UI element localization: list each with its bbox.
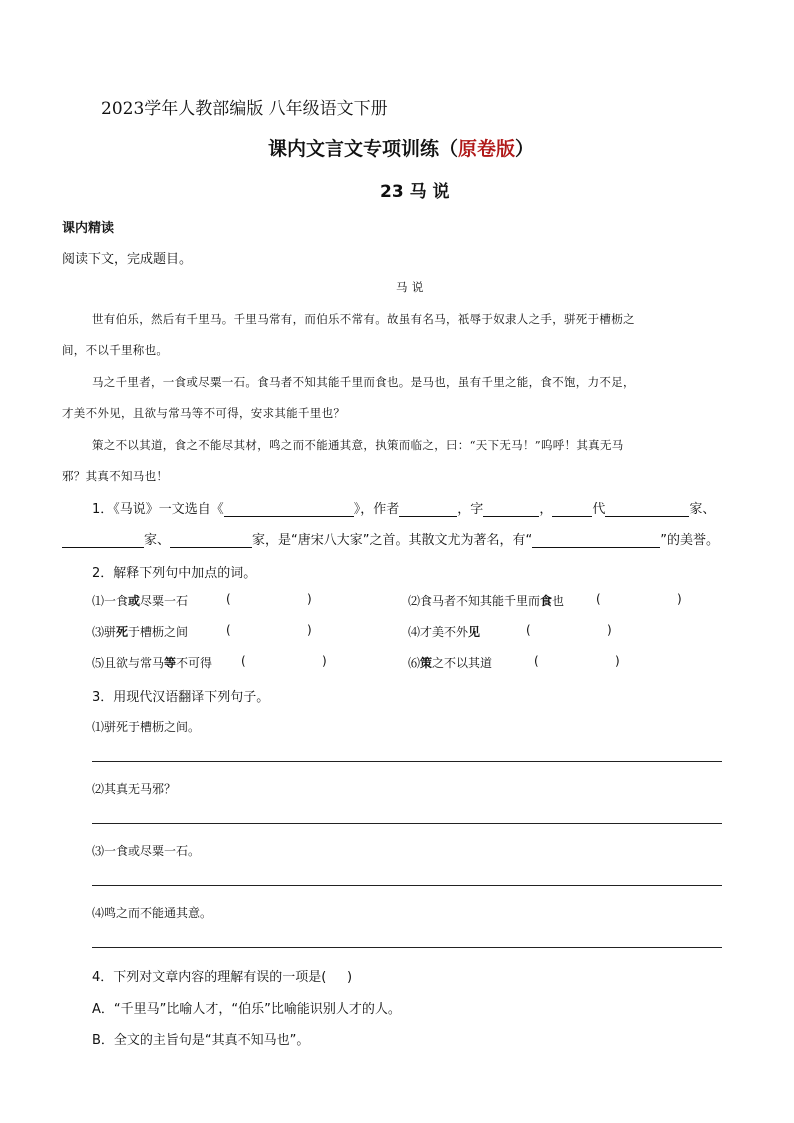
q1-blank-identity-2[interactable] [62,533,144,548]
q3-item: ⑷鸣之而不能通其意。 [92,906,213,920]
main-title-edition: 原卷版 [458,138,516,160]
q2-answer-paren[interactable] [226,592,312,606]
question-1-line-1 [92,498,715,517]
q1-blank-identity-1[interactable] [605,502,689,517]
passage-line: 世有伯乐，然后有千里马。千里马常有，而伯乐不常有。故虽有名马，祇辱于奴隶人之手，骈死于槽枥之 [92,312,635,326]
q2-paren[interactable]: ( ) [241,654,327,668]
question-2-title: 2．解释下列句中加点的词。 [92,566,257,581]
q2-paren[interactable]: ( ) [526,623,612,637]
q2-answer-paren[interactable] [534,654,620,668]
q2-item-text: ⑸且欲与常马 [92,656,165,670]
q1-blank-dynasty[interactable] [552,502,592,517]
q3-item: ⑶一食或尽粟一石。 [92,844,201,858]
q1-text: 代 [592,502,606,517]
q2-item [408,654,492,671]
q2-answer-paren[interactable] [241,654,327,668]
q2-paren[interactable]: ( ) [226,623,312,637]
passage-line: 马之千里者，一食或尽粟一石。食马者不知其能千里而食也。是马也，虽有千里之能，食不饱，力不足， [92,375,635,389]
main-title-prefix: 课内文言文专项训练（ [268,138,459,160]
q1-text: ”的美誉。 [660,533,719,548]
main-title-suffix: ） [515,138,535,160]
q2-answer-paren[interactable] [596,592,682,606]
passage-line: 邪？其真不知马也！ [62,469,169,483]
q4-option-b[interactable]: B．全文的主旨句是“其真不知马也”。 [92,1033,310,1048]
q2-item-text: 不可得 [176,656,213,670]
section-instruction: 阅读下文，完成题目。 [62,252,193,267]
q2-item [92,592,188,609]
passage-line: 策之不以其道，食之不能尽其材，鸣之而不能通其意，执策而临之，曰：“天下无马！”呜呼！其真无马 [92,438,624,452]
q2-dotted-word: 死 [116,625,129,639]
passage-line: 间，不以千里称也。 [62,343,169,357]
question-1-line-2 [62,529,719,548]
main-title [268,134,534,161]
q1-text: 》，作者 [353,502,400,517]
q2-item-text: ⑴一食 [92,594,129,608]
q1-text: 家、 [144,533,171,548]
passage-title: 马 说 [396,280,424,294]
q2-item-text: ⑶骈 [92,625,117,639]
q2-answer-paren[interactable] [526,623,612,637]
q2-item-text: ⑹ [408,656,421,670]
question-3-title: 3．用现代汉语翻译下列句子。 [92,690,270,705]
q2-paren[interactable]: ( ) [596,592,682,606]
q2-paren[interactable]: ( ) [226,592,312,606]
q2-item-text: 也 [552,594,565,608]
question-4-title: 4．下列对文章内容的理解有误的一项是( ) [92,970,353,985]
q2-item-text: 尽粟一石 [140,594,189,608]
q2-dotted-word: 策 [420,656,433,670]
section-label: 课内精读 [62,221,115,236]
q2-dotted-word: 食 [540,594,553,608]
q2-item [92,654,212,671]
q2-item-text: 之不以其道 [432,656,493,670]
series-title: 2023学年人教部编版 八年级语文下册 [101,99,388,119]
q4-option-a[interactable]: A．“千里马”比喻人才，“伯乐”比喻能识别人才的人。 [92,1002,401,1017]
q3-answer-line[interactable] [92,947,722,948]
q2-item-text: 于槽枥之间 [128,625,189,639]
q2-item [408,623,480,640]
q2-dotted-word: 等 [164,656,177,670]
q3-item: ⑵其真无马邪？ [92,782,177,796]
q3-answer-line[interactable] [92,885,722,886]
q1-blank-identity-3[interactable] [170,533,252,548]
q2-answer-paren[interactable] [226,623,312,637]
q2-paren[interactable]: ( ) [534,654,620,668]
q3-answer-line[interactable] [92,823,722,824]
q2-dotted-word: 或 [128,594,141,608]
q1-blank-book[interactable] [224,502,354,517]
q2-item-text: ⑷才美不外 [408,625,469,639]
q3-item: ⑴骈死于槽枥之间。 [92,720,201,734]
lesson-title: 23 马 说 [380,182,450,202]
passage-line: 才美不外见，且欲与常马等不可得，安求其能千里也？ [62,406,346,420]
q2-item [92,623,188,640]
q1-text: 家、 [689,502,716,517]
q2-item [408,592,564,609]
q1-text: ，字 [457,502,484,517]
q2-dotted-word: 见 [468,625,481,639]
q3-answer-line[interactable] [92,761,722,762]
q1-blank-reputation[interactable] [532,533,660,548]
q1-text: ， [539,502,553,517]
q1-text: 家，是“唐宋八大家”之首。其散文尤为著名，有“ [252,533,533,548]
q1-blank-courtesy-name[interactable] [483,502,539,517]
q1-blank-author[interactable] [399,502,457,517]
q2-item-text: ⑵食马者不知其能千里而 [408,594,541,608]
q1-text: 1．《马说》一文选自《 [92,502,224,517]
